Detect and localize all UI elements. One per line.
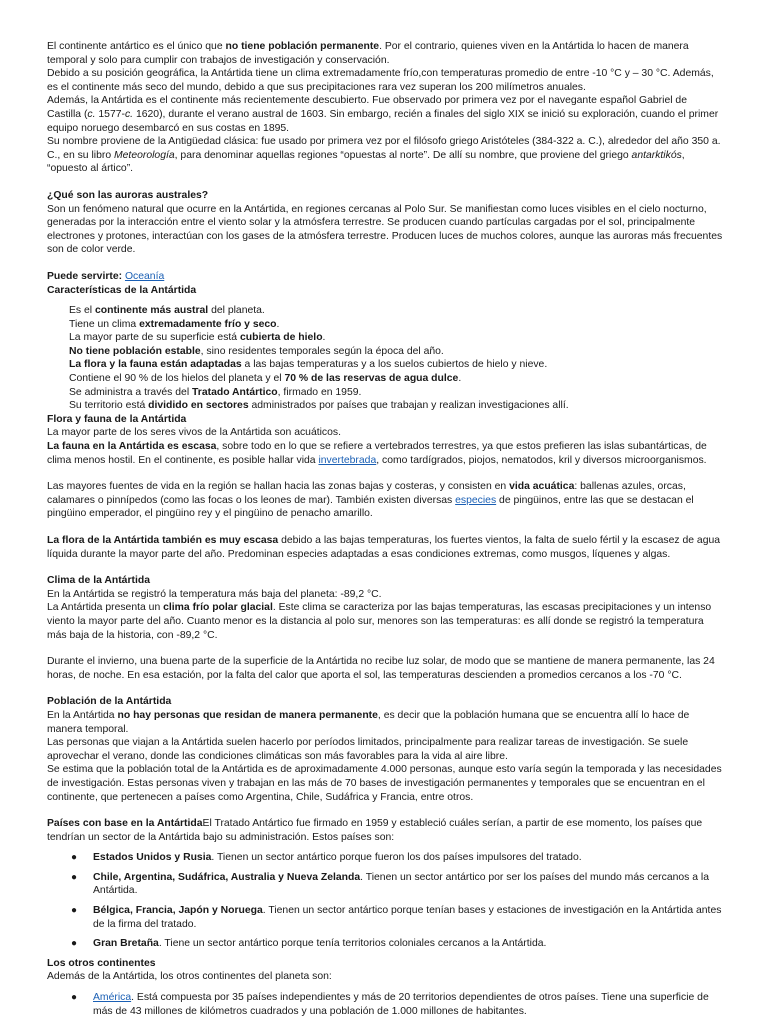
heading-text: Población de la Antártida (47, 696, 172, 708)
population-paragraph-2: Las personas que viajan a la Antártida suelen hacerlo por períodos limitados, principalmente para realizar tareas de investigación. Se suele aprovechar el verano, donde las condiciones climáticas son más favorables para la vida al aire libre. (47, 737, 689, 762)
bold-text: continente más austral (95, 305, 209, 317)
bold-text: La fauna en la Antártida es escasa (47, 441, 217, 453)
bold-text: clima frío polar glacial (163, 602, 273, 614)
text: Se administra a través del (69, 386, 193, 398)
bold-text: Bélgica, Francia, Japón y Noruega (93, 905, 263, 917)
characteristic-item (69, 304, 723, 318)
italic-text: c. (124, 108, 134, 120)
text: . Está compuesta por 35 países independientes y más de 20 territorios dependientes de otros países. Tiene una superficie de más de 43 millones de kilómetros cuadrados y una población de 1.000 millones de habitantes. (93, 992, 709, 1017)
heading-text: Flora y fauna de la Antártida (47, 413, 187, 425)
see-also-label: Puede servirte: (47, 270, 125, 282)
text: . Tiene un sector antártico porque tenía territorios coloniales cercanos a la Antártida. (158, 938, 547, 950)
characteristic-item (69, 318, 723, 332)
text: . Tienen un sector antártico porque tenían bases y estaciones de investigación en la Antártida antes de la firma del tratado. (93, 905, 722, 930)
heading-text: Los otros continentes (47, 957, 156, 969)
climate-heading (47, 574, 723, 588)
list-item (47, 904, 723, 931)
text: La mayor parte de su superficie está (69, 332, 240, 344)
text: , sobre todo en lo que se refiere a vertebrados terrestres, ya que estos prefieren las islas subantárticas, de clima menos hostil. En el continente, es posible hallar vida (47, 441, 707, 466)
invertebrada-link[interactable]: invertebrada (318, 454, 377, 466)
text: Las mayores fuentes de vida en la región se hallan hacia las zonas bajas y costeras, y consisten en (47, 481, 510, 493)
flora-fauna-heading (47, 413, 723, 427)
bold-text: Gran Bretaña (93, 938, 159, 950)
others-paragraph: Además de la Antártida, los otros continentes del planeta son: (47, 971, 332, 983)
see-also-line (47, 270, 723, 284)
bold-text: La flora y la fauna están adaptadas (69, 359, 242, 371)
text: . (322, 332, 326, 344)
text: a las bajas temperaturas y a los suelos cubiertos de hielo y nieve. (241, 359, 548, 371)
spacer (47, 561, 723, 574)
spacer (47, 682, 723, 695)
spacer (47, 642, 723, 655)
text: Además, la Antártida es el continente más recientemente descubierto. Fue observado por primera vez por el navegante español Gabriel de Castilla ( (47, 95, 687, 120)
spacer (47, 297, 723, 304)
bold-text: dividido en sectores (148, 400, 249, 412)
text: Contiene el 90 % de los hielos del planeta y el (69, 373, 285, 385)
spacer (47, 804, 723, 817)
bold-text: No tiene población estable (69, 345, 201, 357)
spacer (47, 521, 723, 534)
text: , es decir que la población humana que se encuentra allí lo hace de manera temporal. (47, 709, 690, 735)
text: 1620), durante el verano austral de 1603. Sin embargo, recién a finales del siglo XIX se inició su exploración, cuando el primer equipo noruego desembarcó en sus costas en 1895. (47, 108, 719, 134)
text: . (458, 373, 462, 385)
text: , sino residentes temporales según la época del año. (200, 345, 444, 357)
flora-fauna-paragraph-1: La mayor parte de los seres vivos de la Antártida son acuáticos. (47, 427, 341, 439)
continents-list (47, 991, 723, 1018)
text: . Por el contrario, quienes viven en la Antártida lo hacen de manera temporal y solo para cumplir con trabajos de investigación y conservación. (47, 41, 689, 66)
text: En la Antártida (47, 709, 118, 721)
intro-paragraph-1 (47, 40, 723, 67)
intro-paragraph-4 (47, 135, 723, 176)
bullet-icon: ● (71, 905, 78, 917)
italic-text: antarktikós (631, 149, 682, 161)
bases-paragraph (47, 817, 723, 844)
bold-text: Chile, Argentina, Sudáfrica, Australia y Nueva Zelanda (93, 871, 361, 883)
characteristic-item (69, 386, 723, 400)
bold-text: vida acuática (509, 481, 575, 493)
bold-text: Países con base en la Antártida (47, 818, 203, 830)
text: . (276, 318, 280, 330)
list-item (47, 851, 723, 865)
especies-link[interactable]: especies (455, 494, 497, 506)
characteristic-item (69, 345, 723, 359)
spacer (47, 984, 723, 991)
population-paragraph-1 (47, 709, 723, 736)
auroras-heading (47, 189, 723, 203)
text: de pingüinos, entre las que se destacan el pingüino emperador, el pingüino rey y el pingüino de penacho amarillo. (47, 494, 694, 520)
auroras-paragraph: Son un fenómeno natural que ocurre en la Antártida, en regiones cercanas al Polo Sur. Se manifiestan como luces visibles en el cielo nocturno, generadas por la interacción entre el viento solar y la atmósfera terrestre. Se producen cuando partículas cargadas por el sol, principalmente electrones y protones, interactúan con los gases de la atmósfera terrestre. Producen luces de muchos colores, aunque las auroras más frecuentes son de color verde. (47, 203, 723, 256)
text: . Tienen un sector antártico porque fueron los dos países impulsores del tratado. (211, 852, 582, 864)
characteristic-item (69, 358, 723, 372)
intro-paragraph-2: Debido a su posición geográfica, la Antártida tiene un clima extremadamente frío,con temperaturas promedio de entre -10 °C y – 30 °C. Además, es el continente más seco del mundo, debido a que sus precipitaciones rara vez superan los 200 milímetros anuales. (47, 68, 714, 93)
bases-list (47, 851, 723, 951)
bold-text: 70 % de las reservas de agua dulce (284, 373, 459, 385)
italic-text: c. (87, 108, 96, 120)
bullet-icon: ● (71, 992, 78, 1004)
flora-fauna-paragraph-3 (47, 480, 723, 521)
bold-text: no tiene población permanente (225, 41, 380, 52)
text: : ballenas azules, orcas, calamares o pinnípedos (como las focas o los leones de mar). También existen diversas (47, 481, 686, 506)
bold-text: extremadamente frío y seco (139, 318, 277, 330)
bold-text: no hay personas que residan de manera permanente (117, 709, 378, 721)
text: , “opuesto al ártico”. (47, 149, 685, 175)
text: 1577- (95, 108, 125, 120)
heading-text: ¿Qué son las auroras australes? (47, 189, 209, 201)
text: La Antártida presenta un (47, 602, 164, 614)
text: , como tardígrados, piojos, nematodos, kril y diversos microorganismos. (376, 454, 707, 466)
climate-paragraph-2 (47, 601, 723, 642)
population-heading (47, 695, 723, 709)
text: debido a las bajas temperaturas, los fuertes vientos, la falta de suelo fértil y la escasez de agua líquida durante la mayor parte del año. Predominan especies adaptadas a esas condiciones extremas, como musgos, líquenes y algas. (47, 535, 721, 560)
text: , para denominar aquellas regiones “opuestas al norte”. De allí su nombre, que proviene del griego (174, 149, 632, 161)
characteristic-item (69, 331, 723, 345)
spacer (47, 467, 723, 480)
bullet-icon: ● (71, 871, 78, 883)
list-item (47, 991, 723, 1018)
bullet-icon: ● (71, 938, 78, 950)
text: Tiene un clima (69, 318, 140, 330)
text: Su territorio está (69, 400, 149, 412)
intro-paragraph-3 (47, 94, 723, 135)
characteristic-item (69, 399, 723, 413)
italic-text: Meteorología (114, 149, 175, 161)
climate-paragraph-1: En la Antártida se registró la temperatura más baja del planeta: -89,2 °C. (47, 588, 382, 600)
text: . Este clima se caracteriza por las bajas temperaturas, las escasas precipitaciones y un intenso viento la mayor parte del año. Cuanto menor es la distancia al polo sur, menores son las temperaturas: es allí donde se registró la temperatura más baja de la historia, con -89,2 °C. (47, 602, 712, 641)
continent-link[interactable]: América (93, 992, 132, 1004)
bold-text: cubierta de hielo (239, 332, 323, 344)
characteristics-list (47, 304, 723, 413)
document-page (47, 40, 723, 1024)
population-paragraph-3: Se estima que la población total de la Antártida es de aproximadamente 4.000 personas, aunque esto varía según la temporada y las necesidades de investigación. Estas personas viven y trabajan en las más de 70 bases de investigación permanentes y temporales que se encuentran en el continente, que pertenecen a países como Argentina, Chile, Sudáfrica y Francia, entre otros. (47, 764, 722, 803)
flora-fauna-paragraph-2 (47, 440, 723, 467)
text: . Tienen un sector antártico por ser los países del mundo más cercanos a la Antártida. (93, 871, 710, 897)
characteristics-heading (47, 284, 723, 298)
heading-text: Características de la Antártida (47, 284, 197, 296)
text: Es el (69, 305, 95, 317)
bold-text: La flora de la Antártida también es muy escasa (47, 535, 279, 546)
bullet-icon: ● (71, 852, 78, 864)
text: administrados por países que trabajan y realizan investigaciones allí. (248, 400, 569, 412)
characteristic-item (69, 372, 723, 386)
flora-fauna-paragraph-4 (47, 534, 723, 561)
list-item (47, 937, 723, 951)
text: del planeta. (208, 305, 265, 317)
others-heading (47, 957, 723, 971)
oceania-link[interactable]: Oceanía (124, 270, 165, 282)
spacer (47, 176, 723, 189)
text: El continente antártico es el único que (47, 41, 226, 52)
list-item (47, 871, 723, 898)
text: Su nombre proviene de la Antigüedad clásica: fue usado por primera vez por el filósofo griego Aristóteles (384-322 a. C.), alrededor del año 350 a. C., en su libro (47, 136, 721, 161)
bold-text: Estados Unidos y Rusia (93, 852, 212, 864)
spacer (47, 257, 723, 270)
climate-paragraph-3: Durante el invierno, una buena parte de la superficie de la Antártida no recibe luz solar, de modo que se mantiene de manera permanente, las 24 horas, de noche. En esa estación, por la falta del calor que aporta el sol, las temperaturas descienden a promedios cercanos a los -70 °C. (47, 656, 715, 681)
text: El Tratado Antártico fue firmado en 1959 y estableció cuáles serían, a partir de ese momento, los países que tendrían un sector de la Antártida bajo su administración. Estos países son: (47, 818, 703, 843)
text: , firmado en 1959. (277, 386, 362, 398)
bold-text: Tratado Antártico (192, 386, 278, 398)
spacer (47, 844, 723, 851)
heading-text: Clima de la Antártida (47, 575, 150, 587)
